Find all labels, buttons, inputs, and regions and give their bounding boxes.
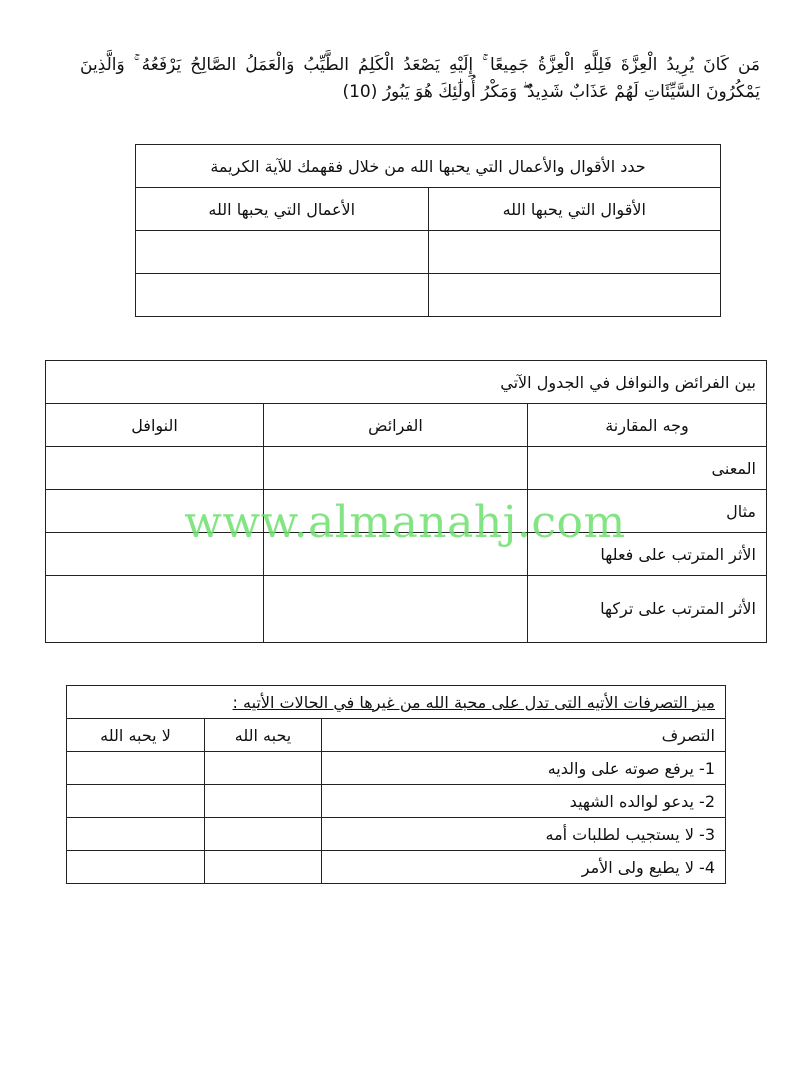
answer-cell[interactable] <box>67 752 205 785</box>
row-label-meaning: المعنى <box>528 447 767 490</box>
behavior-item: 1- يرفع صوته على والديه <box>322 752 726 785</box>
header-supererogatory: النوافل <box>46 404 264 447</box>
table2-title: بين الفرائض والنوافل في الجدول الآتي <box>46 361 767 404</box>
answer-cell[interactable] <box>136 231 429 274</box>
behavior-item: 2- يدعو لوالده الشهيد <box>322 785 726 818</box>
answer-cell[interactable] <box>428 231 721 274</box>
header-deeds: الأعمال التي يحبها الله <box>136 188 429 231</box>
answer-cell[interactable] <box>205 818 322 851</box>
behavior-item: 3- لا يستجيب لطلبات أمه <box>322 818 726 851</box>
table1-title: حدد الأقوال والأعمال التي يحبها الله من خلال فقهمك للآية الكريمة <box>136 145 721 188</box>
answer-cell[interactable] <box>264 447 528 490</box>
header-comparison: وجه المقارنة <box>528 404 767 447</box>
answer-cell[interactable] <box>264 576 528 643</box>
table3-title: ميز التصرفات الأتيه التى تدل على محبة الله من غيرها في الحالات الأتيه : <box>67 686 726 719</box>
header-obligations: الفرائض <box>264 404 528 447</box>
answer-cell[interactable] <box>67 851 205 884</box>
header-behavior: التصرف <box>322 719 726 752</box>
answer-cell[interactable] <box>136 274 429 317</box>
answer-cell[interactable] <box>428 274 721 317</box>
behavior-item: 4- لا يطيع ولى الأمر <box>322 851 726 884</box>
answer-cell[interactable] <box>67 785 205 818</box>
answer-cell[interactable] <box>264 533 528 576</box>
answer-cell[interactable] <box>264 490 528 533</box>
watermark: www.almanahj.com <box>184 497 626 548</box>
header-sayings: الأقوال التي يحبها الله <box>428 188 721 231</box>
row-label-example: مثال <box>528 490 767 533</box>
answer-cell[interactable] <box>205 785 322 818</box>
answer-cell[interactable] <box>46 533 264 576</box>
row-label-effect-leaving: الأثر المترتب على تركها <box>528 576 767 643</box>
answer-cell[interactable] <box>46 447 264 490</box>
behaviors-table <box>66 685 726 884</box>
header-loved: يحبه الله <box>205 719 322 752</box>
answer-cell[interactable] <box>46 490 264 533</box>
answer-cell[interactable] <box>205 752 322 785</box>
header-not-loved: لا يحبه الله <box>67 719 205 752</box>
obligations-supererogatory-table <box>45 360 767 643</box>
answer-cell[interactable] <box>46 576 264 643</box>
row-label-effect-doing: الأثر المترتب على فعلها <box>528 533 767 576</box>
sayings-deeds-table <box>135 144 721 317</box>
quran-verse: مَن كَانَ يُرِيدُ الْعِزَّةَ فَلِلَّهِ الْعِزَّةُ جَمِيعًا ۚ إِلَيْهِ يَصْعَدُ الْكَلِمُ الطَّيِّبُ وَالْعَمَلُ الصَّالِحُ يَرْفَعُهُ ۚ وَالَّذِينَ يَمْكُرُونَ السَّيِّئَاتِ لَهُمْ عَذَابٌ شَدِيدٌ ۖ وَمَكْرُ أُولَٰئِكَ هُوَ يَبُورُ (10) <box>80 55 760 102</box>
answer-cell[interactable] <box>205 851 322 884</box>
answer-cell[interactable] <box>67 818 205 851</box>
